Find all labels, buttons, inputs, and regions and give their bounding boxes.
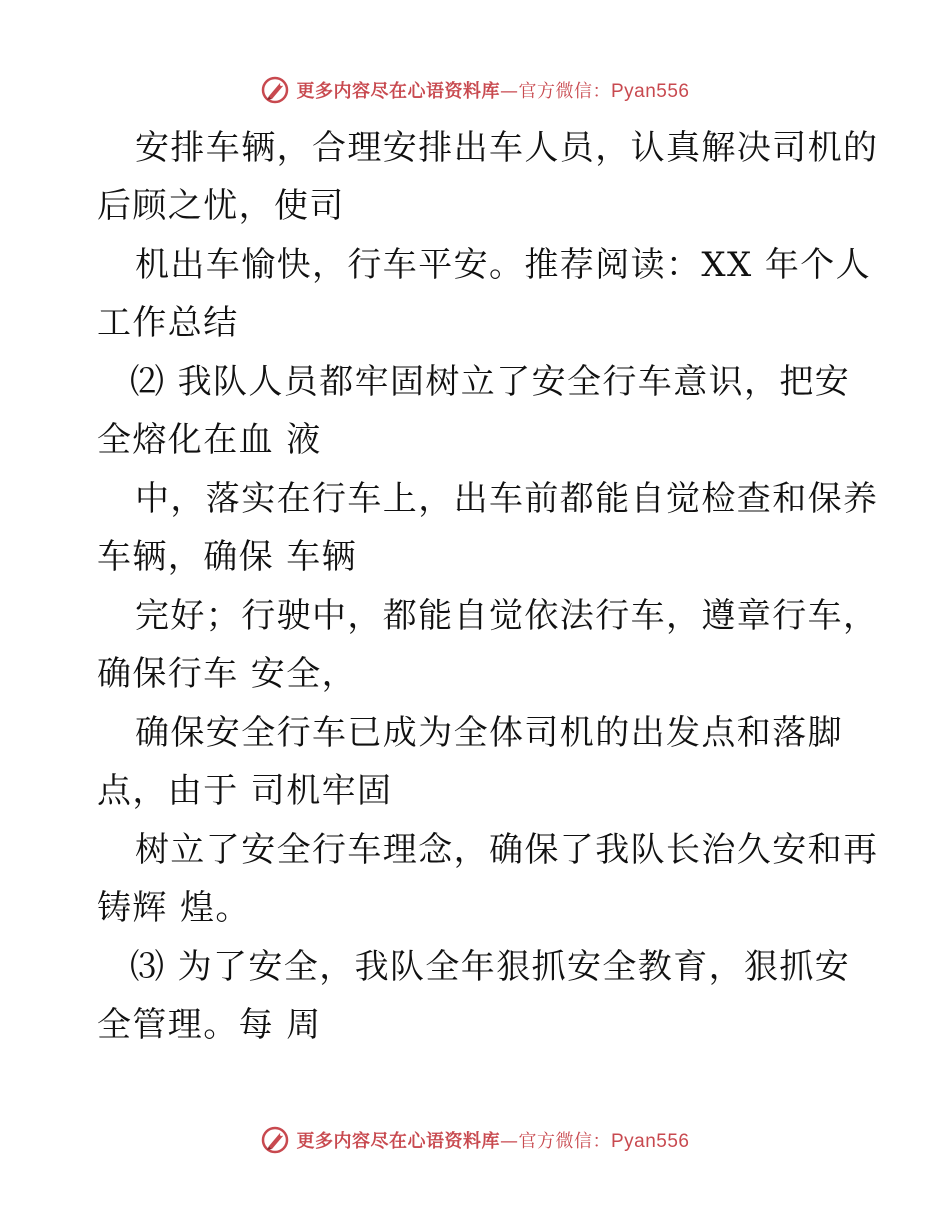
header-banner-inner [260, 75, 689, 105]
text-line: 点，由于 司机牢固 [97, 771, 393, 811]
site-name: 更多内容尽在心语资料库 [296, 1131, 500, 1152]
text-line: 后顾之忧，使司 [97, 186, 345, 226]
text-line: 车辆，确保 车辆 [97, 537, 358, 577]
text-line: 确保安全行车已成为全体司机的出发点和落脚 [135, 713, 843, 753]
footer-banner-inner [260, 1125, 689, 1155]
text-line: 全管理。每 周 [97, 1005, 322, 1045]
footer-banner-text [296, 1127, 689, 1153]
text-line: 完好；行驶中，都能自觉依法行车，遵章行车， [135, 596, 879, 636]
text-line: 工作总结 [97, 303, 239, 343]
site-name: 更多内容尽在心语资料库 [296, 81, 500, 102]
footer-banner [0, 1122, 950, 1158]
text-line: 机出车愉快，行车平安。推荐阅读：XX 年个人 [135, 245, 872, 285]
wechat-id: Pyan556 [610, 1131, 690, 1152]
text-line: 铸辉 煌。 [97, 888, 251, 928]
text-line: 安排车辆，合理安排出车人员，认真解决司机的 [135, 128, 879, 168]
banner-separator: — [499, 1131, 519, 1152]
banner-separator: — [499, 81, 519, 102]
text-line: ⑵ 我队人员都牢固树立了安全行车意识，把安 [130, 362, 851, 402]
text-line: 全熔化在血 液 [97, 420, 322, 460]
text-line: ⑶ 为了安全，我队全年狠抓安全教育，狠抓安 [130, 947, 851, 987]
wechat-label: 官方微信： [518, 81, 611, 102]
text-line: 树立了安全行车理念，确保了我队长治久安和再 [135, 830, 879, 870]
header-banner-text [296, 77, 689, 103]
text-line: 中，落实在行车上，出车前都能自觉检查和保养 [135, 479, 879, 519]
wechat-id: Pyan556 [610, 81, 690, 102]
header-banner [0, 72, 950, 108]
pen-logo-icon [260, 1125, 290, 1155]
text-line: 确保行车 安全， [97, 654, 358, 694]
pen-logo-icon [260, 75, 290, 105]
wechat-label: 官方微信： [518, 1131, 611, 1152]
